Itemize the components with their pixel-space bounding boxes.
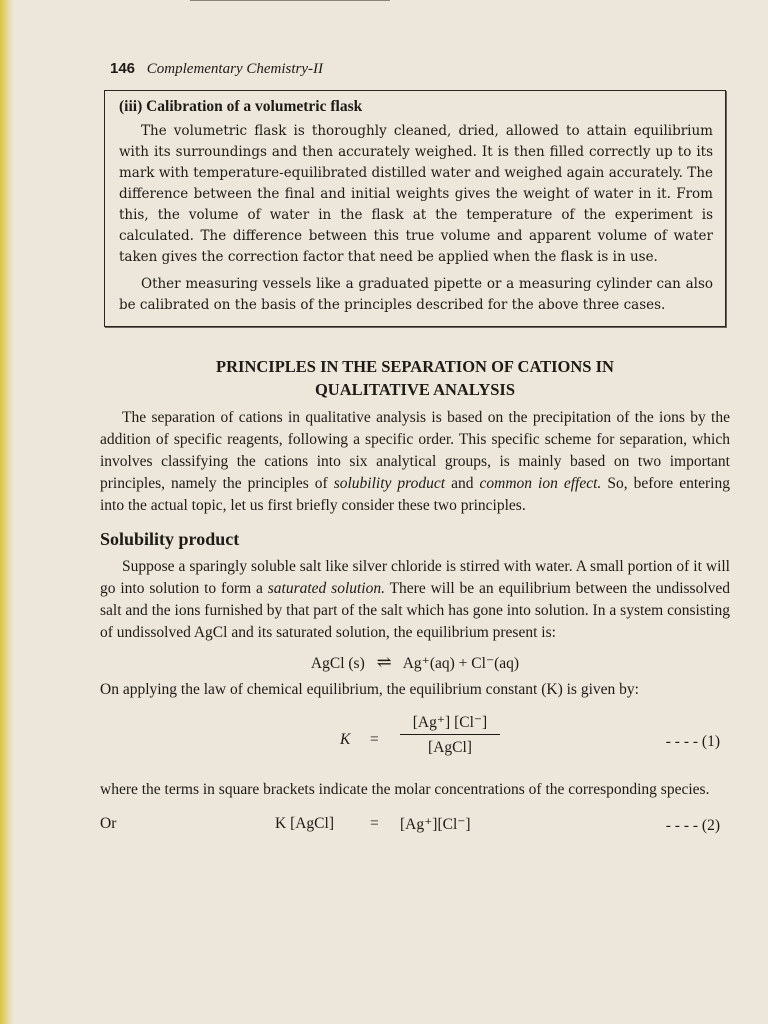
equilibrium-equation bbox=[100, 652, 730, 673]
top-rule bbox=[190, 0, 390, 1]
running-head bbox=[110, 60, 730, 78]
solubility-heading: Solubility product bbox=[100, 529, 240, 549]
equation-2-equals: = bbox=[370, 815, 379, 832]
book-title: Complementary Chemistry-II bbox=[146, 61, 323, 77]
equilibrium-arrow-icon: ⇌ bbox=[376, 652, 392, 672]
box-paragraph-2: Other measuring vessels like a graduated pipette or a measuring cylinder can also be calibrated on the basis of the principles described for the above three cases. bbox=[119, 276, 713, 313]
section-heading bbox=[100, 355, 730, 401]
solubility-paragraph bbox=[100, 556, 730, 644]
law-text: On applying the law of chemical equilibrium, the equilibrium constant (K) is given by: bbox=[100, 681, 639, 698]
section-heading-line-2: QUALITATIVE ANALYSIS bbox=[314, 380, 516, 399]
equation-1-number: - - - - (1) bbox=[665, 733, 720, 750]
equation-1-lhs: K bbox=[340, 731, 351, 748]
solubility-text-1: Suppose a sparingly soluble salt like silver chloride is stirred with water. A small portion of it will go into solution to form a bbox=[100, 558, 730, 597]
intro-text-3: So, before entering into the actual topic, let us first briefly consider these two principles. bbox=[100, 475, 730, 514]
intro-text-1: The separation of cations in qualitative analysis is based on the precipitation of the ions by the addition of specific reagents, following a specific order. This specific scheme for separation, which involves classifying the cations into six analytical groups, is mainly based on two important principles, namely the principles of bbox=[100, 409, 730, 492]
page-edge-strip bbox=[0, 0, 14, 1024]
section-heading-line-1: PRINCIPLES IN THE SEPARATION OF CATIONS IN bbox=[216, 357, 614, 376]
equation-1-numerator: [Ag⁺] [Cl⁻] bbox=[400, 713, 500, 735]
box-title: (iii) Calibration of a volumetric flask bbox=[119, 98, 363, 115]
equation-2-number: - - - - (2) bbox=[665, 817, 720, 834]
equation-2 bbox=[100, 815, 730, 841]
equation-2-lhs: K [AgCl] bbox=[275, 815, 334, 832]
intro-emphasis-1: solubility product bbox=[333, 475, 446, 492]
equation-1-equals: = bbox=[370, 731, 379, 748]
solubility-emphasis: saturated solution. bbox=[267, 580, 385, 597]
equation-right: Ag⁺(aq) + Cl⁻(aq) bbox=[402, 655, 520, 672]
equation-2-rhs: [Ag⁺][Cl⁻] bbox=[400, 816, 471, 833]
box-paragraph-1: The volumetric flask is thoroughly cleaned, dried, allowed to attain equilibrium with its surroundings and then accurately weighed. It is then filled correctly up to its mark with temperature-equilibrated distilled water and weighed again accurately. The difference between the final and initial weights gives the weight of water in it. From this, the volume of water in the flask at the temperature of the experiment is calculated. The difference between this true volume and apparent volume of water taken gives the correction factor that need be applied when the flask is in use. bbox=[119, 123, 713, 265]
equation-1-denominator: [AgCl] bbox=[428, 739, 472, 756]
equation-1-fraction bbox=[400, 713, 500, 757]
intro-paragraph bbox=[100, 407, 730, 517]
equation-1 bbox=[100, 713, 730, 771]
where-text: where the terms in square brackets indicate the molar concentrations of the corresponding species. bbox=[100, 781, 710, 798]
page bbox=[100, 60, 730, 841]
solubility-text-2: There will be an equilibrium between the undissolved salt and the ions furnished by that part of the salt which has gone into solution. In a system consisting of undissolved AgCl and its saturated solution, the equilibrium present is: bbox=[100, 580, 731, 641]
equation-2-or: Or bbox=[100, 815, 117, 832]
equation-left: AgCl (s) bbox=[310, 655, 365, 672]
page-number: 146 bbox=[110, 60, 136, 77]
calibration-box bbox=[104, 90, 726, 327]
intro-emphasis-2: common ion effect. bbox=[479, 475, 602, 492]
intro-text-2: and bbox=[445, 475, 480, 492]
